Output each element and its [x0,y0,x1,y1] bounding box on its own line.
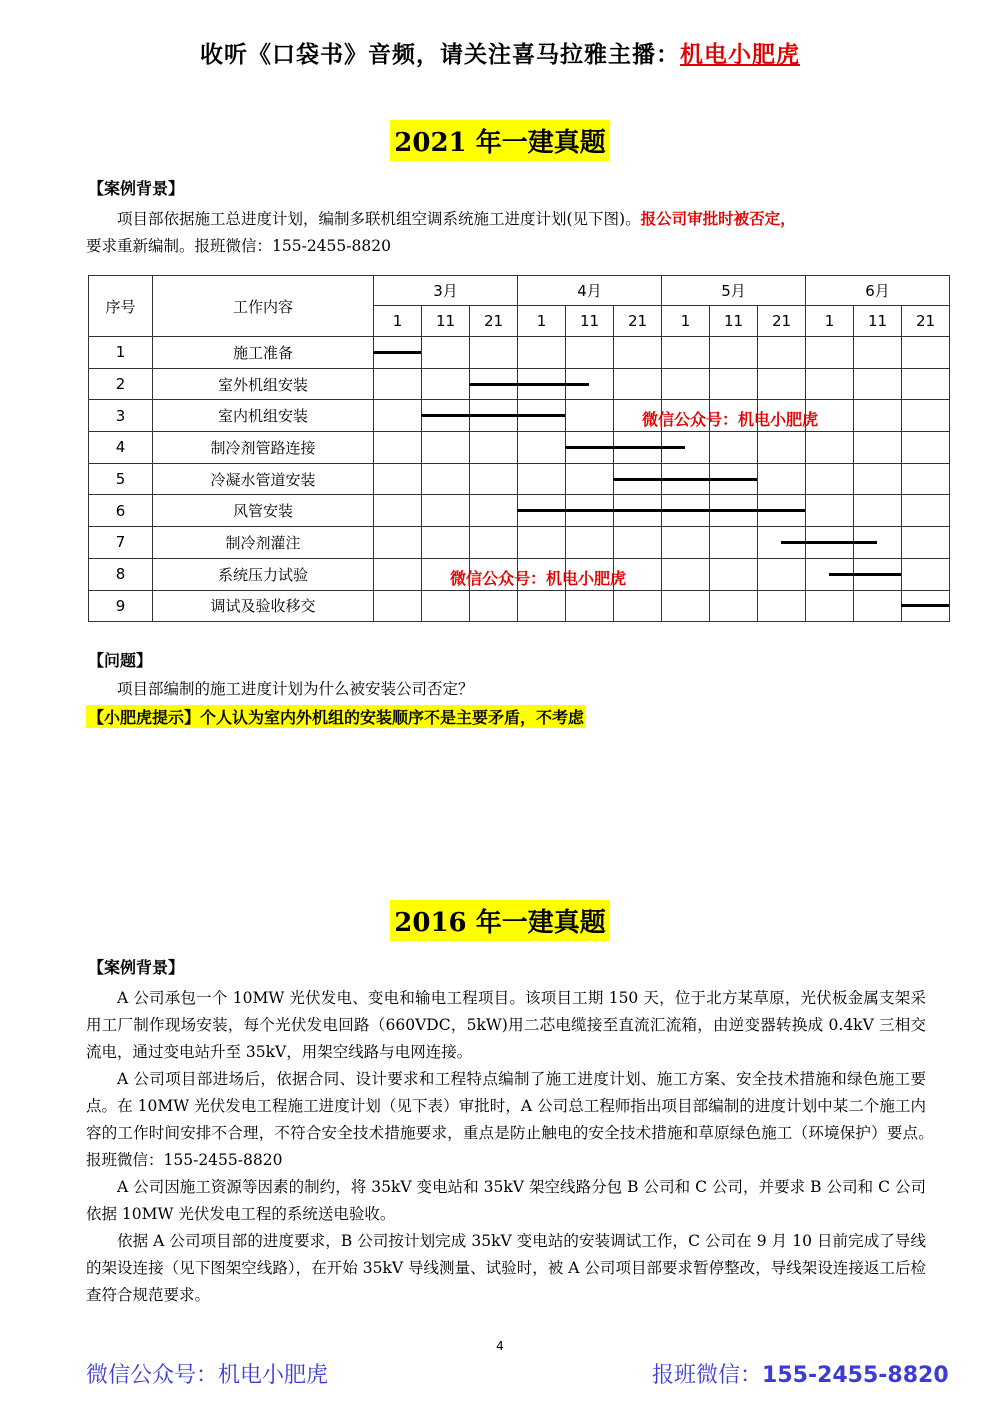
gantt-cell [854,400,902,432]
gantt-cell [470,337,518,369]
gantt-cell [902,368,950,400]
gantt-cell [710,337,758,369]
gantt-cell [662,558,710,590]
gantt-cell [710,590,758,622]
watermark-gantt-1: 微信公众号：机电小肥虎 [642,410,819,429]
gantt-row-no: 4 [89,432,153,464]
gantt-cell [470,527,518,559]
gantt-cell [614,527,662,559]
gantt-row-no: 2 [89,368,153,400]
gantt-cell [806,337,854,369]
gantt-cell [374,590,422,622]
gantt-day: 1 [662,306,710,337]
gantt-row-work: 施工准备 [153,337,374,369]
gantt-cell [902,527,950,559]
section1-background-text: 项目部依据施工总进度计划，编制多联机组空调系统施工进度计划(见下图)。 [117,210,641,228]
gantt-day: 11 [422,306,470,337]
page-header [0,36,1000,69]
gantt-cell [374,527,422,559]
gantt-cell [854,590,902,622]
gantt-row-no: 6 [89,495,153,527]
gantt-month: 6月 [806,276,950,306]
section1-background-red: 报公司审批时被否定， [640,209,796,228]
gantt-cell [566,527,614,559]
gantt-cell [662,368,710,400]
gantt-cell [902,558,950,590]
gantt-cell [422,432,470,464]
gantt-row-no: 3 [89,400,153,432]
gantt-cell [518,463,566,495]
gantt-row-no: 5 [89,463,153,495]
footer-contact-label: 报班微信： [652,1363,763,1388]
gantt-row-no: 1 [89,337,153,369]
gantt-row-work: 制冷剂管路连接 [153,432,374,464]
gantt-cell [902,337,950,369]
gantt-bar [901,604,949,607]
gantt-cell [374,558,422,590]
gantt-cell [518,527,566,559]
gantt-cell [710,558,758,590]
gantt-cell [854,495,902,527]
gantt-bar [565,446,685,449]
gantt-cell [854,463,902,495]
section1-background-paragraph [86,205,926,260]
gantt-row-work: 冷凝水管道安装 [153,463,374,495]
gantt-cell [566,400,614,432]
gantt-day: 21 [758,306,806,337]
section2-title-wrap [0,900,1000,941]
gantt-cell [758,558,806,590]
gantt-row-work: 制冷剂灌注 [153,527,374,559]
gantt-cell [518,432,566,464]
header-host-name: 机电小肥虎 [680,41,800,68]
gantt-cell [422,337,470,369]
gantt-day: 21 [614,306,662,337]
gantt-cell [806,463,854,495]
gantt-cell [710,432,758,464]
gantt-header-no: 序号 [89,276,153,337]
gantt-day: 21 [902,306,950,337]
gantt-row-work: 系统压力试验 [153,558,374,590]
gantt-cell [902,400,950,432]
gantt-cell [614,590,662,622]
gantt-cell [662,590,710,622]
header-prefix: 收听《口袋书》音频，请关注喜马拉雅主播： [200,41,680,68]
gantt-cell [758,368,806,400]
section1-background-text2: 要求重新编制。报班微信：155-2455-8820 [86,237,391,255]
gantt-cell [518,337,566,369]
gantt-cell [758,432,806,464]
gantt-bar [373,351,421,354]
gantt-row-work: 调试及验收移交 [153,590,374,622]
gantt-cell [662,337,710,369]
gantt-bar [781,541,877,544]
section1-question-label: 【问题】 [88,651,153,670]
gantt-cell [422,495,470,527]
footer-contact [652,1358,949,1389]
gantt-day: 11 [854,306,902,337]
section1-hint: 【小肥虎提示】个人认为室内外机组的安装顺序不是主要矛盾，不考虑 [86,705,586,728]
gantt-day: 21 [470,306,518,337]
gantt-cell [710,368,758,400]
gantt-row [89,463,950,495]
gantt-bar [829,573,901,576]
gantt-cell [566,590,614,622]
gantt-cell [806,495,854,527]
gantt-cell [374,463,422,495]
gantt-bar [421,414,565,417]
gantt-cell [614,337,662,369]
gantt-cell [614,368,662,400]
gantt-cell [470,432,518,464]
gantt-day: 1 [374,306,422,337]
gantt-cell [710,527,758,559]
section2-paragraph: A 公司承包一个 10MW 光伏发电、变电和输电工程项目。该项目工期 150 天，位于北方某草原，光伏板金属支架采用工厂制作现场安装，每个光伏发电回路（660VDC，5kW)用二芯电缆接至直流汇流箱，由逆变器转换成 0.4kV 三相交流电，通过变电站升至 35kV，用架空线路与电网连接。 [86,989,926,1061]
gantt-row [89,432,950,464]
section1-background-label: 【案例背景】 [88,179,185,198]
gantt-cell [470,495,518,527]
gantt-cell [374,495,422,527]
section1-title: 2021 年一建真题 [390,120,609,161]
gantt-cell [806,590,854,622]
gantt-cell [422,463,470,495]
gantt-cell [518,590,566,622]
gantt-cell [854,337,902,369]
gantt-month: 5月 [662,276,806,306]
gantt-header-work: 工作内容 [153,276,374,337]
gantt-cell [422,368,470,400]
gantt-cell [806,432,854,464]
gantt-row [89,590,950,622]
watermark-gantt-2: 微信公众号：机电小肥虎 [450,569,627,588]
gantt-bar [613,478,757,481]
gantt-cell [758,463,806,495]
section1-question-paragraph [86,676,926,703]
gantt-bar [517,509,805,512]
section2-title: 2016 年一建真题 [390,900,609,941]
gantt-cell [422,590,470,622]
page-number: 4 [496,1339,504,1353]
gantt-cell [902,432,950,464]
gantt-month: 3月 [374,276,518,306]
gantt-cell [902,463,950,495]
gantt-row-no: 9 [89,590,153,622]
section2-paragraph: A 公司因施工资源等因素的制约，将 35kV 变电站和 35kV 架空线路分包 B 公司和 C 公司，并要求 B 公司和 C 公司依据 10MW 光伏发电工程的系统送电验收。 [86,1178,926,1223]
footer-contact-phone: 155-2455-8820 [762,1363,949,1388]
gantt-cell [566,463,614,495]
section2-background-label: 【案例背景】 [88,958,185,977]
gantt-row-no: 8 [89,558,153,590]
gantt-cell [374,432,422,464]
gantt-cell [422,527,470,559]
gantt-row-no: 7 [89,527,153,559]
section2-background-body [86,985,942,1309]
gantt-day: 1 [806,306,854,337]
footer-wechat-account: 微信公众号：机电小肥虎 [86,1363,329,1388]
gantt-day: 11 [710,306,758,337]
section2-paragraph: 依据 A 公司项目部的进度要求，B 公司按计划完成 35kV 变电站的安装调试工作，C 公司在 9 月 10 日前完成了导线的架设连接（见下图架空线路），在开始 35kV 导线测量、试验时，被 A 公司项目部要求暂停整改，导线架设连接返工后检查符合规范要求。 [86,1232,926,1304]
gantt-row-work: 室内机组安装 [153,400,374,432]
section1-question-text: 项目部编制的施工进度计划为什么被安装公司否定？ [117,680,474,698]
gantt-cell [854,368,902,400]
gantt-cell [566,337,614,369]
gantt-cell [374,368,422,400]
gantt-day: 1 [518,306,566,337]
gantt-cell [902,495,950,527]
gantt-cell [374,400,422,432]
gantt-cell [470,590,518,622]
gantt-row [89,337,950,369]
gantt-cell [758,590,806,622]
gantt-cell [662,527,710,559]
gantt-bar [469,383,589,386]
gantt-row-work: 室外机组安装 [153,368,374,400]
section1-title-wrap [0,120,1000,161]
gantt-month: 4月 [518,276,662,306]
gantt-cell [758,337,806,369]
gantt-cell [854,432,902,464]
gantt-day: 11 [566,306,614,337]
gantt-row-work: 风管安装 [153,495,374,527]
gantt-cell [806,368,854,400]
gantt-cell [470,463,518,495]
section2-paragraph: A 公司项目部进场后，依据合同、设计要求和工程特点编制了施工进度计划、施工方案、安全技术措施和绿色施工要点。在 10MW 光伏发电工程施工进度计划（见下表）审批时，A 公司总工程师指出项目部编制的进度计划中某二个施工内容的工作时间安排不合理，不符合安全技术措施要求，重点是防止触电的安全技术措施和草原绿色施工（环境保护）要点。 报班微信：155-2455-8820 [86,1070,942,1169]
